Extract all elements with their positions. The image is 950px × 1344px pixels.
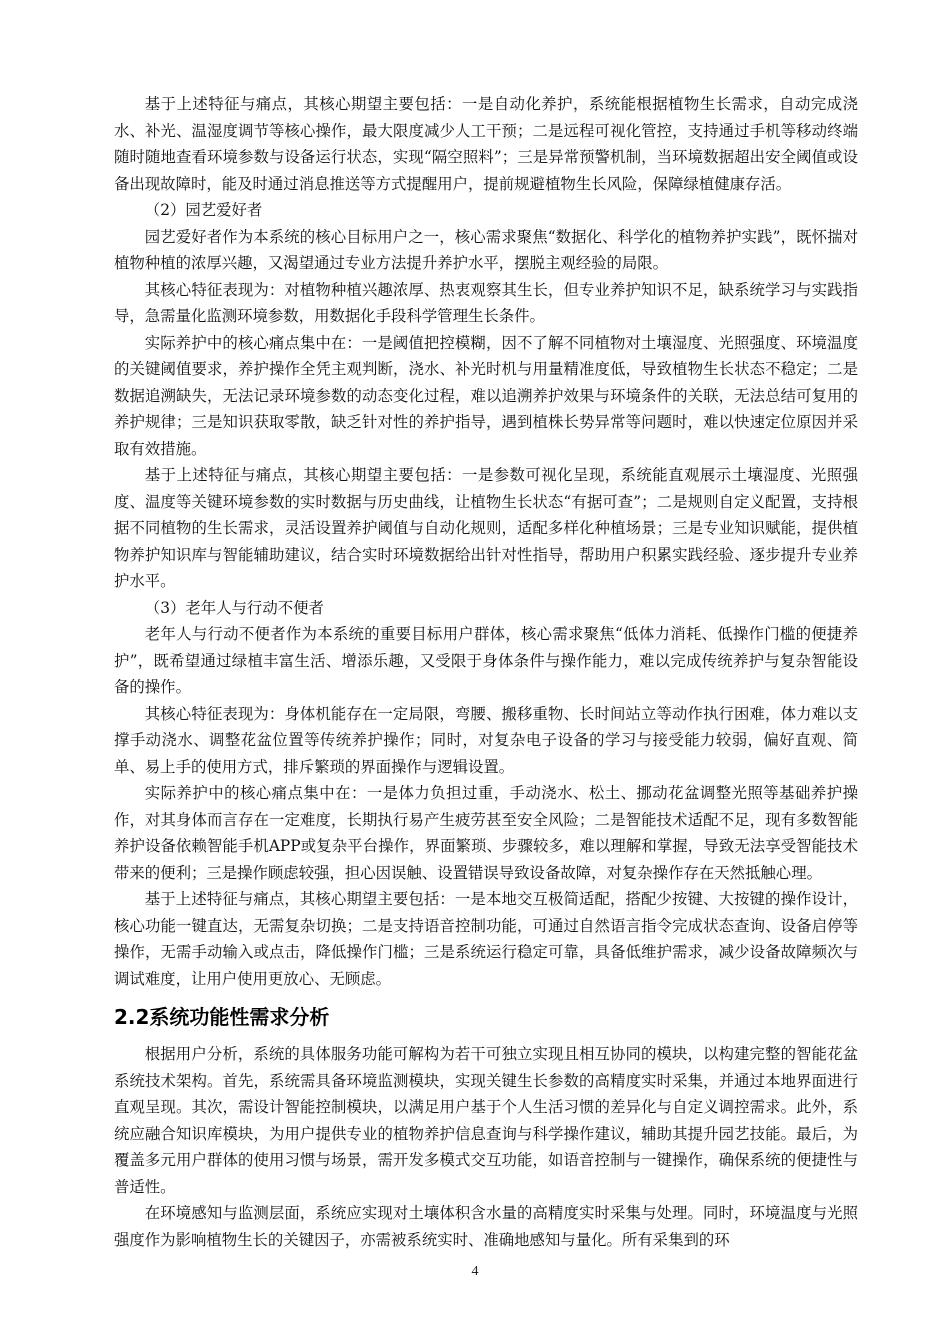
paragraph: 实际养护中的核心痛点集中在：一是阈值把控模糊，因不了解不同植物对土壤湿度、光照强度、环境温度的关键阈值要求，养护操作全凭主观判断，浇水、补光时机与用量精准度低，导致植物生长状态不稳定；二是数据追溯缺失，无法记录环境参数的动态变化过程，难以追溯养护效果与环境条件的关联，无法总结可复用的养护规律；三是知识获取零散，缺乏针对性的养护指导，遇到植株长势异常等问题时，难以快速定位原因并采取有效措施。 xyxy=(114,333,858,458)
paragraph: 实际养护中的核心痛点集中在：一是体力负担过重，手动浇水、松土、挪动花盆调整光照等基础养护操作，对其身体而言存在一定难度，长期执行易产生疲劳甚至安全风险；二是智能技术适配不足，现有多数智能养护设备依赖智能手机APP或复杂平台操作，界面繁琐、步骤较多，难以理解和掌握，导致无法享受智能技术带来的便利；三是操作顾虑较强，担心因误触、设置错误导致设备故障，对复杂操作存在天然抵触心理。 xyxy=(114,784,858,882)
paragraph: 老年人与行动不便者作为本系统的重要目标用户群体，核心需求聚焦“低体力消耗、低操作门槛的便捷养护”，既希望通过绿植丰富生活、增添乐趣，又受限于身体条件与操作能力，难以完成传统养护与复杂智能设备的操作。 xyxy=(114,625,858,696)
paragraph: 园艺爱好者作为本系统的核心目标用户之一，核心需求聚焦“数据化、科学化的植物养护实践”，既怀揣对植物种植的浓厚兴趣，又渴望通过专业方法提升养护水平，摆脱主观经验的局限。 xyxy=(114,227,858,272)
paragraph: 基于上述特征与痛点，其核心期望主要包括：一是自动化养护，系统能根据植物生长需求，自动完成浇水、补光、温湿度调节等核心操作，最大限度减少人工干预；二是远程可视化管控，支持通过手机等移动终端随时随地查看环境参数与设备运行状态，实现“隔空照料”；三是异常预警机制，当环境数据超出安全阈值或设备出现故障时，能及时通过消息推送等方式提醒用户，提前规避植物生长风险，保障绿植健康存活。 xyxy=(114,95,858,193)
paragraph: 其核心特征表现为：对植物种植兴趣浓厚、热衷观察其生长，但专业养护知识不足，缺系统学习与实践指导，急需量化监测环境参数，用数据化手段科学管理生长条件。 xyxy=(114,280,858,325)
paragraph: 基于上述特征与痛点，其核心期望主要包括：一是参数可视化呈现，系统能直观展示土壤湿度、光照强度、温度等关键环境参数的实时数据与历史曲线，让植物生长状态“有据可查”；二是规则自定义配置，支持根据不同植物的生长需求，灵活设置养护阈值与自动化规则，适配多样化种植场景；三是专业知识赋能，提供植物养护知识库与智能辅助建议，结合实时环境数据给出针对性指导，帮助用户积累实践经验、逐步提升专业养护水平。 xyxy=(114,466,858,590)
paragraph: 基于上述特征与痛点，其核心期望主要包括：一是本地交互极简适配，搭配少按键、大按键的操作设计，核心功能一键直达，无需复杂切换；二是支持语音控制功能，可通过自然语言指令完成状态查询、设备启停等操作，无需手动输入或点击，降低操作门槛；三是系统运行稳定可靠，具备低维护需求，减少设备故障频次与调试难度，让用户使用更放心、无顾虑。 xyxy=(114,890,858,988)
paragraph: 在环境感知与监测层面，系统应实现对土壤体积含水量的高精度实时采集与处理。同时，环境温度与光照强度作为影响植物生长的关键因子，亦需被系统实时、准确地感知与量化。所有采集到的环 xyxy=(114,1204,858,1249)
subsection-label: （3）老年人与行动不便者 xyxy=(144,598,324,617)
page-body xyxy=(114,91,858,1253)
page-number: 4 xyxy=(471,1264,479,1279)
section-heading: 2.2系统功能性需求分析 xyxy=(114,1005,330,1029)
paragraph: 根据用户分析，系统的具体服务功能可解构为若干可独立实现且相互协同的模块，以构建完整的智能花盆系统技术架构。首先，系统需具备环境监测模块，实现关键生长参数的高精度实时采集，并通过本地界面进行直观呈现。其次，需设计智能控制模块，以满足用户基于个人生活习惯的差异化与自定义调控需求。此外，系统应融合知识库模块，为用户提供专业的植物养护信息查询与科学操作建议，辅助其提升园艺技能。最后，为覆盖多元用户群体的使用习惯与场景，需开发多模式交互功能，如语音控制与一键操作，确保系统的便捷性与普适性。 xyxy=(114,1045,858,1196)
subsection-label: （2）园艺爱好者 xyxy=(144,201,263,219)
paragraph: 其核心特征表现为：身体机能存在一定局限，弯腰、搬移重物、长时间站立等动作执行困难，体力难以支撑手动浇水、调整花盆位置等传统养护操作；同时，对复杂电子设备的学习与接受能力较弱，偏好直观、简单、易上手的使用方式，排斥繁琐的界面操作与逻辑设置。 xyxy=(114,704,858,776)
